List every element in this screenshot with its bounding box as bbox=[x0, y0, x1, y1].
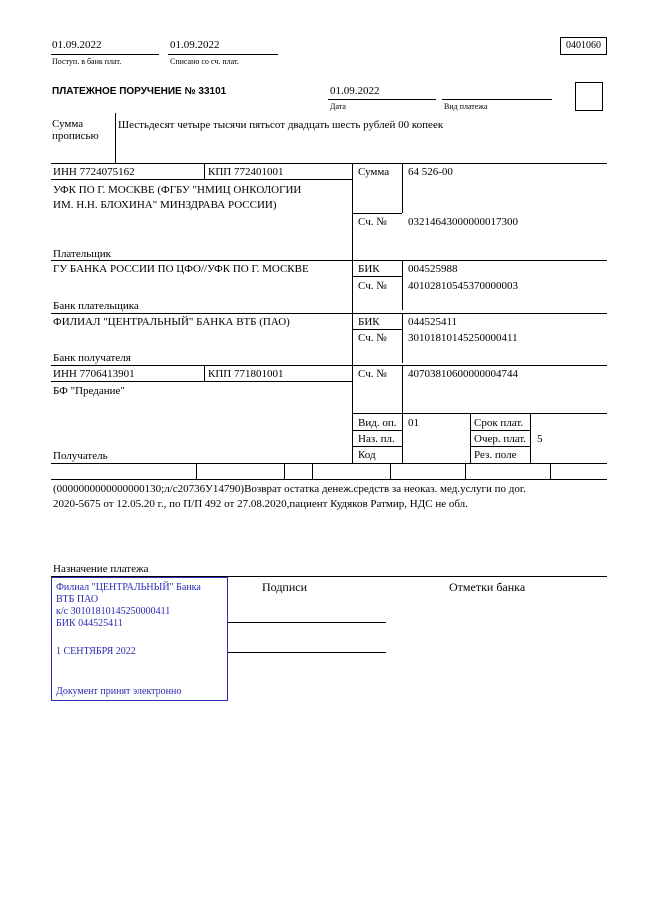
received-date: 01.09.2022 bbox=[52, 39, 102, 51]
payee-name: БФ "Предание" bbox=[53, 385, 125, 397]
amount-words-text: Шестьдесят четыре тысячи пятьсот двадцать шесть рублей 00 копеек bbox=[118, 119, 444, 131]
payee-account: 40703810600000004744 bbox=[408, 368, 518, 380]
grid-line-payer-bottom bbox=[51, 260, 607, 261]
received-date-label: Поступ. в банк плат. bbox=[52, 57, 122, 66]
grid-line-tax-v1 bbox=[196, 463, 197, 479]
grid-line-tax-row-bottom bbox=[51, 479, 607, 480]
stamp-line2: ВТБ ПАО bbox=[56, 594, 99, 605]
payer-account: 03214643000000017300 bbox=[408, 216, 518, 228]
stamp-date: 1 СЕНТЯБРЯ 2022 bbox=[56, 646, 136, 657]
payer-bank-bik-label: БИК bbox=[358, 263, 380, 275]
stamp-line4: БИК 044525411 bbox=[56, 618, 123, 629]
signature-line-2 bbox=[228, 652, 386, 653]
sum-value: 64 526-00 bbox=[408, 166, 453, 178]
sum-label: Сумма bbox=[358, 166, 390, 178]
payer-bank-bik: 004525988 bbox=[408, 263, 458, 275]
payee-bank-account: 30101810145250000411 bbox=[408, 332, 518, 344]
naz-pl-label: Наз. пл. bbox=[358, 433, 395, 445]
grid-line-col-mid-b bbox=[402, 260, 403, 310]
payment-type-label: Вид платежа bbox=[444, 102, 488, 111]
grid-line-col-mid-a bbox=[402, 163, 403, 213]
order-date-label: Дата bbox=[330, 102, 346, 111]
grid-line-payee-inn-kpp bbox=[51, 381, 352, 382]
grid-line-tax-v2 bbox=[284, 463, 285, 479]
payer-kpp: КПП 772401001 bbox=[208, 166, 284, 178]
grid-line-fields-top bbox=[352, 413, 607, 414]
grid-line-inn-kpp bbox=[51, 179, 352, 180]
grid-line-col-mid-d bbox=[402, 365, 403, 413]
grid-line-tax-v4 bbox=[390, 463, 391, 479]
vid-op-value: 01 bbox=[408, 417, 419, 429]
purpose-label: Назначение платежа bbox=[53, 563, 149, 575]
purpose-line2: 2020-5675 от 12.05.20 г., по П/П 492 от 27.08.2020,пациент Кудяков Ратмир, НДС не обл. bbox=[53, 498, 468, 510]
payee-label: Получатель bbox=[53, 450, 108, 462]
ocher-plat-label: Очер. плат. bbox=[474, 433, 527, 445]
srok-plat-label: Срок плат. bbox=[474, 417, 524, 429]
grid-line-fields-1a bbox=[352, 430, 402, 431]
received-date-line bbox=[51, 54, 159, 55]
payee-bank-bik: 044525411 bbox=[408, 316, 458, 328]
order-date: 01.09.2022 bbox=[330, 85, 380, 97]
grid-line-fields-1b bbox=[470, 430, 530, 431]
amount-words-divider bbox=[115, 113, 116, 163]
grid-line-tax-v6 bbox=[550, 463, 551, 479]
form-code-box: 0401060 bbox=[560, 37, 607, 55]
amount-words-label-2: прописью bbox=[52, 130, 99, 142]
signature-line-1 bbox=[228, 622, 386, 623]
grid-line-payee-inn-sep bbox=[204, 365, 205, 381]
payer-inn: ИНН 7724075162 bbox=[53, 166, 135, 178]
payee-bank-account-label: Сч. № bbox=[358, 332, 387, 344]
payer-bank-account: 40102810545370000003 bbox=[408, 280, 518, 292]
grid-line-payee-bank-bottom bbox=[51, 365, 607, 366]
grid-line-tax-v5 bbox=[465, 463, 466, 479]
payer-bank-account-label: Сч. № bbox=[358, 280, 387, 292]
payer-name-line2: ИМ. Н.Н. БЛОХИНА" МИНЗДРАВА РОССИИ) bbox=[53, 199, 277, 211]
order-title: ПЛАТЕЖНОЕ ПОРУЧЕНИЕ № 33101 bbox=[52, 86, 227, 97]
stamp-accepted: Документ принят электронно bbox=[56, 686, 182, 697]
payer-bank-name: ГУ БАНКА РОССИИ ПО ЦФО//УФК ПО Г. МОСКВЕ bbox=[53, 263, 309, 275]
grid-line-fields-v2 bbox=[470, 413, 471, 463]
grid-line-bik-acc1 bbox=[352, 276, 402, 277]
bank-marks-label: Отметки банка bbox=[449, 580, 526, 594]
grid-line-inn-sep bbox=[204, 163, 205, 179]
grid-line-tax-v3 bbox=[312, 463, 313, 479]
grid-line-col-mid-c bbox=[402, 313, 403, 363]
order-date-line bbox=[328, 99, 436, 100]
payer-label: Плательщик bbox=[53, 248, 111, 260]
debited-date-label: Списано со сч. плат. bbox=[170, 57, 239, 66]
payer-name-line1: УФК ПО Г. МОСКВЕ (ФГБУ "НМИЦ ОНКОЛОГИИ bbox=[53, 184, 302, 196]
grid-line-bik-acc2 bbox=[352, 329, 402, 330]
payee-bank-label: Банк получателя bbox=[53, 352, 131, 364]
purpose-line1: (0000000000000000130;л/с20736У14790)Возврат остатка денеж.средств за неоказ. мед.услуги по дог. bbox=[53, 483, 526, 495]
grid-line-sum-acc bbox=[352, 213, 402, 214]
payee-account-label: Сч. № bbox=[358, 368, 387, 380]
stamp-line1: Филиал "ЦЕНТРАЛЬНЫЙ" Банка bbox=[56, 582, 201, 593]
payment-type-line bbox=[442, 99, 552, 100]
signatures-label: Подписи bbox=[262, 580, 308, 594]
grid-line-fields-v1 bbox=[402, 413, 403, 463]
bank-stamp bbox=[51, 577, 228, 701]
ocher-plat-value: 5 bbox=[537, 433, 543, 445]
grid-line-payer-bank-bottom bbox=[51, 313, 607, 314]
grid-line-fields-2a bbox=[352, 446, 402, 447]
payee-bank-name: ФИЛИАЛ "ЦЕНТРАЛЬНЫЙ" БАНКА ВТБ (ПАО) bbox=[53, 316, 290, 328]
debited-date: 01.09.2022 bbox=[170, 39, 220, 51]
grid-line-payee-bottom bbox=[51, 463, 607, 464]
payer-account-label: Сч. № bbox=[358, 216, 387, 228]
kod-label: Код bbox=[358, 449, 376, 461]
payer-bank-label: Банк плательщика bbox=[53, 300, 139, 312]
debited-date-line bbox=[168, 54, 278, 55]
payee-bank-bik-label: БИК bbox=[358, 316, 380, 328]
grid-line-fields-2b bbox=[470, 446, 530, 447]
rez-pole-label: Рез. поле bbox=[474, 449, 517, 461]
vid-op-label: Вид. оп. bbox=[358, 417, 397, 429]
payment-type-box bbox=[575, 82, 603, 111]
stamp-line3: к/с 30101810145250000411 bbox=[56, 606, 171, 617]
payee-kpp: КПП 771801001 bbox=[208, 368, 284, 380]
grid-line-fields-v3 bbox=[530, 413, 531, 463]
payee-inn: ИНН 7706413901 bbox=[53, 368, 135, 380]
grid-line-top bbox=[51, 163, 607, 164]
amount-words-label-1: Сумма bbox=[52, 118, 84, 130]
